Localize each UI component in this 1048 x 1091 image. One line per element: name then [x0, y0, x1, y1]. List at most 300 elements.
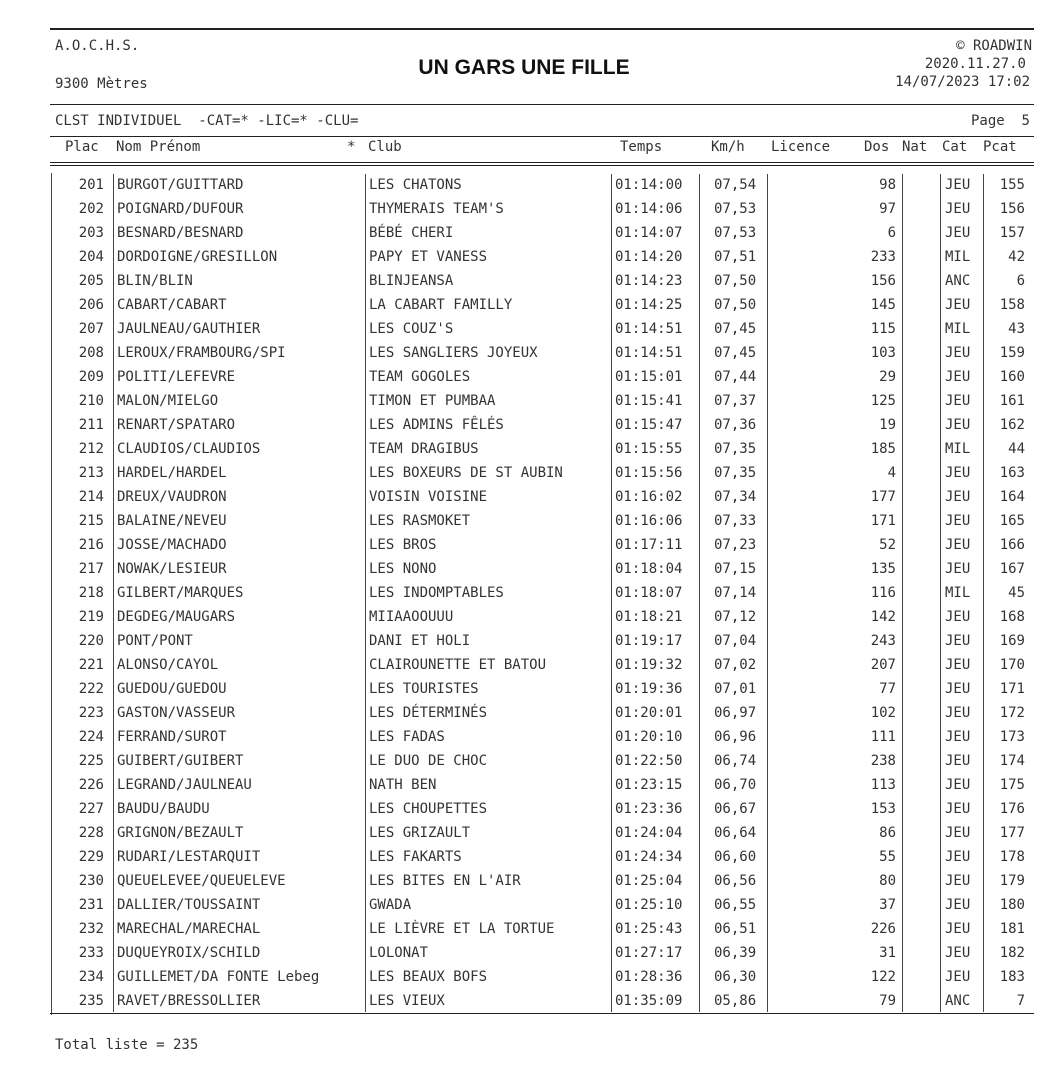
cell-temps: 01:35:09	[615, 993, 683, 1009]
cell-nom: GILBERT/MARQUES	[117, 585, 244, 601]
cell-pcat: 43	[1008, 321, 1025, 337]
col-pcat-header: Pcat	[983, 139, 1017, 155]
cell-club: LOLONAT	[369, 945, 429, 961]
cell-pcat: 156	[999, 201, 1025, 217]
cell-nom: RENART/SPATARO	[117, 417, 236, 433]
cell-club: GWADA	[369, 897, 412, 913]
cell-temps: 01:22:50	[615, 753, 683, 769]
cell-dos: 103	[870, 345, 896, 361]
cell-club: LES CHOUPETTES	[369, 801, 488, 817]
table-row	[0, 965, 1048, 989]
cell-cat: JEU	[945, 201, 971, 217]
cell-nom: MARECHAL/MARECHAL	[117, 921, 261, 937]
cell-club: LA CABART FAMILLY	[369, 297, 513, 313]
cell-dos: 145	[870, 297, 896, 313]
cell-plac: 213	[78, 465, 104, 481]
cell-nom: GUEDOU/GUEDOU	[117, 681, 227, 697]
cell-cat: JEU	[945, 297, 971, 313]
organizer-name: A.O.C.H.S.	[55, 38, 140, 54]
cell-temps: 01:28:36	[615, 969, 683, 985]
table-row	[0, 869, 1048, 893]
cell-pcat: 172	[999, 705, 1025, 721]
cell-nom: GRIGNON/BEZAULT	[117, 825, 244, 841]
table-row	[0, 485, 1048, 509]
cell-temps: 01:23:15	[615, 777, 683, 793]
cell-nom: LEGRAND/JAULNEAU	[117, 777, 252, 793]
cell-plac: 205	[78, 273, 104, 289]
cell-dos: 98	[879, 177, 896, 193]
table-row	[0, 605, 1048, 629]
cell-plac: 209	[78, 369, 104, 385]
cell-club: LES RASMOKET	[369, 513, 471, 529]
cell-plac: 224	[78, 729, 104, 745]
cell-temps: 01:20:01	[615, 705, 683, 721]
cell-pcat: 181	[999, 921, 1025, 937]
cell-kmh: 07,04	[714, 633, 757, 649]
cell-dos: 29	[879, 369, 896, 385]
cell-cat: JEU	[945, 609, 971, 625]
cell-temps: 01:14:25	[615, 297, 683, 313]
cell-nom: GASTON/VASSEUR	[117, 705, 236, 721]
cell-kmh: 07,23	[714, 537, 757, 553]
cell-club: LES NONO	[369, 561, 437, 577]
cell-temps: 01:14:07	[615, 225, 683, 241]
cell-dos: 55	[879, 849, 896, 865]
cell-kmh: 07,45	[714, 345, 757, 361]
cell-club: LES GRIZAULT	[369, 825, 471, 841]
column-header-rule-1	[50, 162, 1034, 163]
cell-nom: MALON/MIELGO	[117, 393, 219, 409]
cell-dos: 238	[870, 753, 896, 769]
table-row	[0, 797, 1048, 821]
cell-temps: 01:25:10	[615, 897, 683, 913]
software-name: © ROADWIN	[956, 38, 1032, 54]
cell-cat: JEU	[945, 657, 971, 673]
cell-pcat: 179	[999, 873, 1025, 889]
cell-dos: 142	[870, 609, 896, 625]
cell-cat: JEU	[945, 369, 971, 385]
cell-temps: 01:15:01	[615, 369, 683, 385]
cell-cat: MIL	[945, 441, 971, 457]
cell-kmh: 07,35	[714, 465, 757, 481]
cell-nom: BESNARD/BESNARD	[117, 225, 244, 241]
cell-club: LES DÉTERMINÉS	[369, 705, 488, 721]
cell-pcat: 159	[999, 345, 1025, 361]
cell-pcat: 44	[1008, 441, 1025, 457]
cell-kmh: 06,74	[714, 753, 757, 769]
cell-temps: 01:14:51	[615, 345, 683, 361]
cell-club: LE DUO DE CHOC	[369, 753, 488, 769]
cell-dos: 171	[870, 513, 896, 529]
cell-pcat: 157	[999, 225, 1025, 241]
cell-dos: 6	[887, 225, 896, 241]
cell-cat: JEU	[945, 489, 971, 505]
cell-temps: 01:23:36	[615, 801, 683, 817]
table-row	[0, 293, 1048, 317]
cell-pcat: 169	[999, 633, 1025, 649]
cell-nom: NOWAK/LESIEUR	[117, 561, 227, 577]
cell-kmh: 07,44	[714, 369, 757, 385]
cell-plac: 202	[78, 201, 104, 217]
cell-cat: JEU	[945, 729, 971, 745]
cell-kmh: 07,50	[714, 297, 757, 313]
cell-nom: PONT/PONT	[117, 633, 193, 649]
cell-dos: 177	[870, 489, 896, 505]
cell-cat: JEU	[945, 777, 971, 793]
cell-club: LES BROS	[369, 537, 437, 553]
cell-plac: 223	[78, 705, 104, 721]
column-separator	[365, 174, 366, 1012]
cell-temps: 01:19:17	[615, 633, 683, 649]
cell-cat: JEU	[945, 849, 971, 865]
cell-kmh: 07,36	[714, 417, 757, 433]
cell-club: CLAIROUNETTE ET BATOU	[369, 657, 547, 673]
cell-plac: 219	[78, 609, 104, 625]
table-row	[0, 725, 1048, 749]
cell-nom: LEROUX/FRAMBOURG/SPI	[117, 345, 286, 361]
table-row	[0, 845, 1048, 869]
table-row	[0, 197, 1048, 221]
table-row	[0, 413, 1048, 437]
cell-dos: 102	[870, 705, 896, 721]
cell-cat: MIL	[945, 585, 971, 601]
cell-club: LES FADAS	[369, 729, 445, 745]
column-header-rule-2	[50, 165, 1034, 166]
cell-kmh: 06,51	[714, 921, 757, 937]
cell-cat: JEU	[945, 633, 971, 649]
cell-kmh: 07,53	[714, 201, 757, 217]
column-separator	[699, 174, 700, 1012]
column-separator	[51, 173, 52, 1015]
cell-plac: 201	[78, 177, 104, 193]
table-row	[0, 773, 1048, 797]
cell-pcat: 162	[999, 417, 1025, 433]
cell-pcat: 177	[999, 825, 1025, 841]
cell-cat: JEU	[945, 177, 971, 193]
cell-plac: 216	[78, 537, 104, 553]
cell-nom: HARDEL/HARDEL	[117, 465, 227, 481]
cell-plac: 203	[78, 225, 104, 241]
cell-kmh: 07,53	[714, 225, 757, 241]
cell-plac: 204	[78, 249, 104, 265]
cell-nom: POLITI/LEFEVRE	[117, 369, 236, 385]
cell-temps: 01:15:41	[615, 393, 683, 409]
cell-cat: JEU	[945, 873, 971, 889]
cell-pcat: 170	[999, 657, 1025, 673]
cell-temps: 01:15:56	[615, 465, 683, 481]
col-plac-header: Plac	[65, 139, 99, 155]
table-row	[0, 821, 1048, 845]
cell-kmh: 07,45	[714, 321, 757, 337]
cell-cat: JEU	[945, 537, 971, 553]
cell-dos: 80	[879, 873, 896, 889]
cell-cat: ANC	[945, 993, 971, 1009]
cell-temps: 01:16:02	[615, 489, 683, 505]
cell-temps: 01:20:10	[615, 729, 683, 745]
cell-plac: 235	[78, 993, 104, 1009]
column-separator	[113, 174, 114, 1012]
cell-kmh: 07,12	[714, 609, 757, 625]
cell-nom: DORDOIGNE/GRESILLON	[117, 249, 278, 265]
table-row	[0, 557, 1048, 581]
cell-nom: JAULNEAU/GAUTHIER	[117, 321, 261, 337]
cell-kmh: 06,56	[714, 873, 757, 889]
cell-nom: QUEUELEVEE/QUEUELEVE	[117, 873, 286, 889]
cell-cat: ANC	[945, 273, 971, 289]
cell-nom: RUDARI/LESTARQUIT	[117, 849, 261, 865]
cell-club: BLINJEANSA	[369, 273, 454, 289]
cell-dos: 243	[870, 633, 896, 649]
cell-temps: 01:18:21	[615, 609, 683, 625]
software-version: 2020.11.27.0	[924, 56, 1026, 72]
cell-dos: 115	[870, 321, 896, 337]
cell-cat: MIL	[945, 249, 971, 265]
cell-cat: MIL	[945, 321, 971, 337]
cell-plac: 208	[78, 345, 104, 361]
table-row	[0, 173, 1048, 197]
cell-club: LES VIEUX	[369, 993, 445, 1009]
cell-nom: DEGDEG/MAUGARS	[117, 609, 236, 625]
cell-club: PAPY ET VANESS	[369, 249, 488, 265]
cell-temps: 01:18:07	[615, 585, 683, 601]
cell-plac: 231	[78, 897, 104, 913]
cell-cat: JEU	[945, 753, 971, 769]
cell-club: THYMERAIS TEAM'S	[369, 201, 504, 217]
cell-club: LES BEAUX BOFS	[369, 969, 488, 985]
cell-nom: GUILLEMET/DA FONTE Lebeg	[117, 969, 320, 985]
cell-temps: 01:18:04	[615, 561, 683, 577]
cell-cat: JEU	[945, 561, 971, 577]
cell-nom: RAVET/BRESSOLLIER	[117, 993, 261, 1009]
cell-plac: 207	[78, 321, 104, 337]
cell-club: LES CHATONS	[369, 177, 462, 193]
cell-kmh: 07,34	[714, 489, 757, 505]
cell-kmh: 07,15	[714, 561, 757, 577]
cell-pcat: 160	[999, 369, 1025, 385]
cell-temps: 01:15:47	[615, 417, 683, 433]
cell-dos: 153	[870, 801, 896, 817]
cell-plac: 212	[78, 441, 104, 457]
print-datetime: 14/07/2023 17:02	[895, 74, 1030, 90]
table-row	[0, 941, 1048, 965]
column-separator	[767, 174, 768, 1012]
table-row	[0, 893, 1048, 917]
cell-nom: ALONSO/CAYOL	[117, 657, 219, 673]
cell-club: MIIAAOOUUU	[369, 609, 454, 625]
cell-club: LES COUZ'S	[369, 321, 454, 337]
cell-plac: 222	[78, 681, 104, 697]
cell-pcat: 178	[999, 849, 1025, 865]
cell-cat: JEU	[945, 825, 971, 841]
cell-kmh: 07,50	[714, 273, 757, 289]
cell-club: LES INDOMPTABLES	[369, 585, 504, 601]
race-distance: 9300 Mètres	[55, 76, 148, 92]
column-separator	[611, 174, 612, 1012]
cell-pcat: 42	[1008, 249, 1025, 265]
table-row	[0, 701, 1048, 725]
cell-nom: POIGNARD/DUFOUR	[117, 201, 244, 217]
cell-pcat: 7	[1016, 993, 1025, 1009]
cell-dos: 226	[870, 921, 896, 937]
cell-cat: JEU	[945, 681, 971, 697]
cell-dos: 111	[870, 729, 896, 745]
page-title: UN GARS UNE FILLE	[418, 56, 630, 79]
cell-nom: BALAINE/NEVEU	[117, 513, 227, 529]
cell-pcat: 165	[999, 513, 1025, 529]
cell-plac: 233	[78, 945, 104, 961]
cell-dos: 31	[879, 945, 896, 961]
table-row	[0, 245, 1048, 269]
cell-club: TEAM DRAGIBUS	[369, 441, 479, 457]
table-row	[0, 221, 1048, 245]
cell-dos: 4	[887, 465, 896, 481]
cell-pcat: 164	[999, 489, 1025, 505]
cell-pcat: 6	[1016, 273, 1025, 289]
cell-nom: DREUX/VAUDRON	[117, 489, 227, 505]
col-kmh-header: Km/h	[711, 139, 745, 155]
page-number: Page 5	[970, 113, 1030, 129]
cell-temps: 01:25:43	[615, 921, 683, 937]
cell-kmh: 07,51	[714, 249, 757, 265]
cell-temps: 01:14:51	[615, 321, 683, 337]
col-temps-header: Temps	[620, 139, 663, 155]
cell-kmh: 06,96	[714, 729, 757, 745]
cell-dos: 116	[870, 585, 896, 601]
cell-pcat: 163	[999, 465, 1025, 481]
table-bottom-rule	[50, 1013, 1034, 1014]
cell-pcat: 155	[999, 177, 1025, 193]
cell-plac: 225	[78, 753, 104, 769]
cell-kmh: 06,67	[714, 801, 757, 817]
cell-temps: 01:14:00	[615, 177, 683, 193]
table-row	[0, 461, 1048, 485]
cell-pcat: 180	[999, 897, 1025, 913]
table-row	[0, 677, 1048, 701]
cell-nom: DALLIER/TOUSSAINT	[117, 897, 261, 913]
cell-kmh: 07,35	[714, 441, 757, 457]
cell-dos: 113	[870, 777, 896, 793]
cell-kmh: 06,39	[714, 945, 757, 961]
cell-pcat: 182	[999, 945, 1025, 961]
cell-plac: 227	[78, 801, 104, 817]
cell-kmh: 07,14	[714, 585, 757, 601]
table-row	[0, 269, 1048, 293]
filter-rule	[50, 136, 1034, 137]
cell-pcat: 168	[999, 609, 1025, 625]
cell-pcat: 183	[999, 969, 1025, 985]
cell-nom: CLAUDIOS/CLAUDIOS	[117, 441, 261, 457]
table-row	[0, 581, 1048, 605]
cell-pcat: 45	[1008, 585, 1025, 601]
cell-temps: 01:14:06	[615, 201, 683, 217]
table-row	[0, 509, 1048, 533]
table-row	[0, 437, 1048, 461]
cell-dos: 185	[870, 441, 896, 457]
cell-temps: 01:19:36	[615, 681, 683, 697]
column-separator	[902, 174, 903, 1012]
table-row	[0, 653, 1048, 677]
cell-plac: 206	[78, 297, 104, 313]
table-row	[0, 749, 1048, 773]
cell-plac: 229	[78, 849, 104, 865]
cell-cat: JEU	[945, 945, 971, 961]
table-row	[0, 341, 1048, 365]
cell-kmh: 06,70	[714, 777, 757, 793]
cell-club: DANI ET HOLI	[369, 633, 471, 649]
cell-nom: BLIN/BLIN	[117, 273, 193, 289]
column-separator	[983, 174, 984, 1012]
cell-club: NATH BEN	[369, 777, 437, 793]
cell-pcat: 173	[999, 729, 1025, 745]
cell-plac: 211	[78, 417, 104, 433]
table-row	[0, 917, 1048, 941]
cell-kmh: 07,33	[714, 513, 757, 529]
cell-plac: 210	[78, 393, 104, 409]
table-row	[0, 629, 1048, 653]
col-licence-header: Licence	[771, 139, 831, 155]
cell-nom: JOSSE/MACHADO	[117, 537, 227, 553]
cell-plac: 226	[78, 777, 104, 793]
cell-dos: 122	[870, 969, 896, 985]
cell-dos: 86	[879, 825, 896, 841]
cell-club: LES SANGLIERS JOYEUX	[369, 345, 538, 361]
cell-kmh: 06,97	[714, 705, 757, 721]
cell-pcat: 167	[999, 561, 1025, 577]
cell-dos: 156	[870, 273, 896, 289]
cell-nom: BURGOT/GUITTARD	[117, 177, 244, 193]
table-row	[0, 317, 1048, 341]
col-star-header: *	[347, 139, 356, 155]
cell-club: VOISIN VOISINE	[369, 489, 488, 505]
cell-nom: DUQUEYROIX/SCHILD	[117, 945, 261, 961]
cell-cat: JEU	[945, 393, 971, 409]
cell-temps: 01:19:32	[615, 657, 683, 673]
cell-dos: 37	[879, 897, 896, 913]
cell-cat: JEU	[945, 801, 971, 817]
cell-nom: CABART/CABART	[117, 297, 227, 313]
cell-pcat: 176	[999, 801, 1025, 817]
cell-club: LES BOXEURS DE ST AUBIN	[369, 465, 563, 481]
cell-temps: 01:24:34	[615, 849, 683, 865]
cell-pcat: 174	[999, 753, 1025, 769]
cell-temps: 01:16:06	[615, 513, 683, 529]
cell-kmh: 06,30	[714, 969, 757, 985]
cell-dos: 77	[879, 681, 896, 697]
cell-temps: 01:14:20	[615, 249, 683, 265]
col-nat-header: Nat	[902, 139, 928, 155]
col-nom-header: Nom Prénom	[116, 139, 201, 155]
cell-nom: BAUDU/BAUDU	[117, 801, 210, 817]
cell-cat: JEU	[945, 225, 971, 241]
cell-plac: 230	[78, 873, 104, 889]
cell-pcat: 171	[999, 681, 1025, 697]
col-club-header: Club	[368, 139, 402, 155]
cell-kmh: 07,54	[714, 177, 757, 193]
cell-kmh: 07,01	[714, 681, 757, 697]
cell-plac: 215	[78, 513, 104, 529]
cell-club: TIMON ET PUMBAA	[369, 393, 496, 409]
cell-cat: JEU	[945, 345, 971, 361]
cell-cat: JEU	[945, 921, 971, 937]
cell-kmh: 07,02	[714, 657, 757, 673]
cell-dos: 207	[870, 657, 896, 673]
cell-temps: 01:14:23	[615, 273, 683, 289]
cell-pcat: 161	[999, 393, 1025, 409]
cell-dos: 135	[870, 561, 896, 577]
cell-club: BÉBÉ CHERI	[369, 225, 454, 241]
col-dos-header: Dos	[864, 139, 890, 155]
top-rule	[50, 28, 1034, 30]
